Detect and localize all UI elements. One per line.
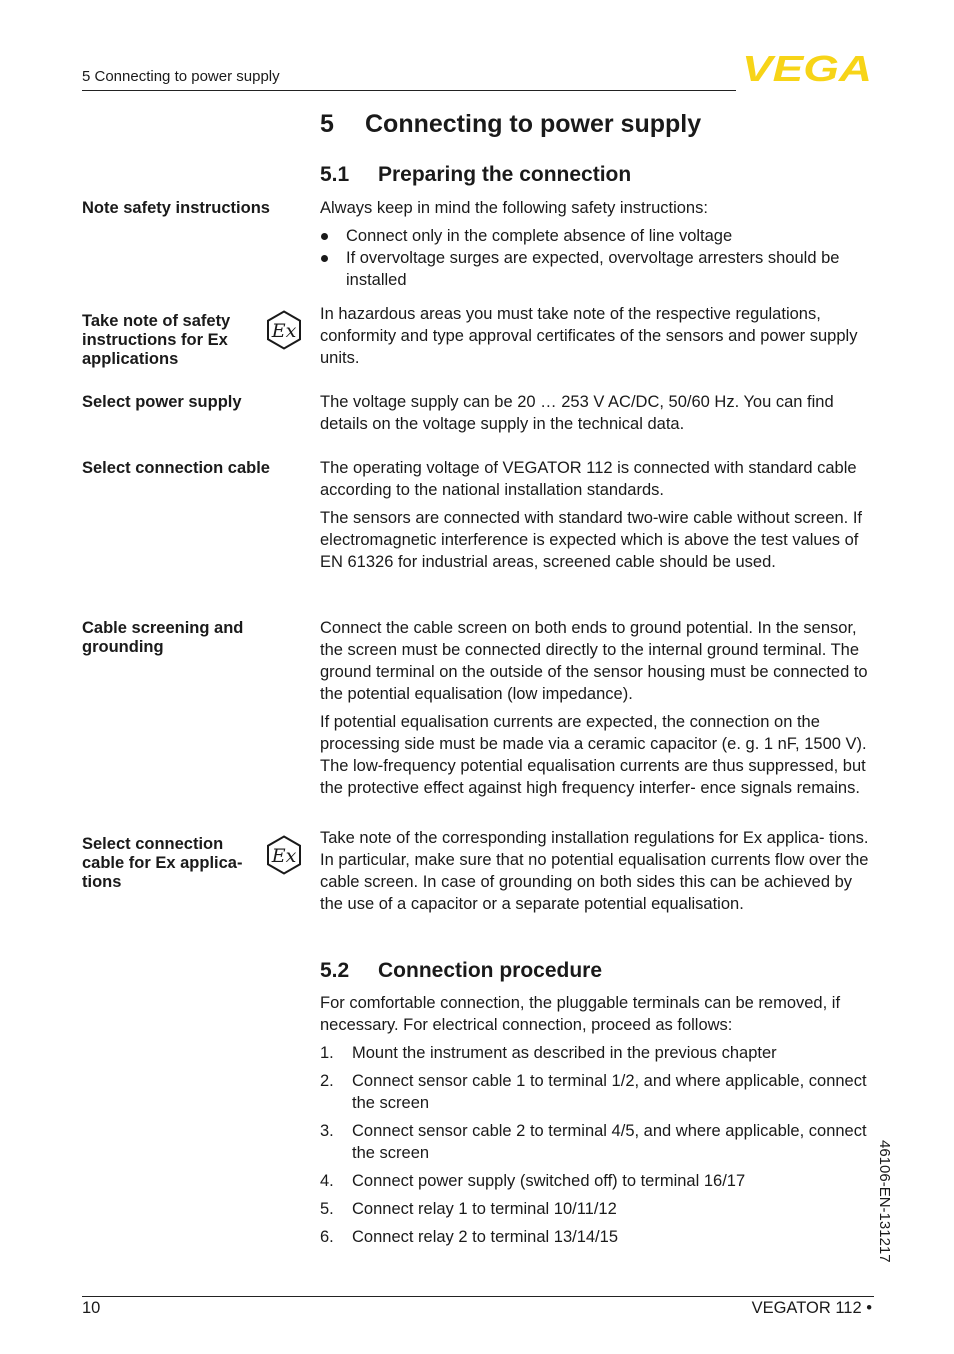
svg-text:VEGA: VEGA: [742, 52, 872, 84]
bullet-item: Connect only in the complete absence of line voltage: [320, 225, 876, 247]
ex-cable-text: Take note of the corresponding installation regulations for Ex applica- tions. In particular, make sure that no potential equalisation currents flow over the cable screen. In case of grounding on both sides this can be achieved by the use of a capacitor or a separate potential equalisation.: [320, 829, 869, 913]
bullet-item: If overvoltage surges are expected, overvoltage arresters should be installed: [320, 247, 876, 291]
margin-note-safety: Note safety instructions: [82, 199, 270, 217]
ex-icon: [264, 310, 304, 350]
safety-intro: Always keep in mind the following safety instructions:: [320, 199, 708, 217]
footer-divider: [82, 1296, 874, 1297]
power-supply-text: The voltage supply can be 20 … 253 V AC/DC, 50/60 Hz. You can find details on the voltage supply in the technical data.: [320, 393, 834, 433]
header-divider: [82, 90, 736, 91]
bullet-icon: [321, 255, 328, 262]
safety-instructions-block: [320, 197, 876, 291]
section-5-1-heading: 5.1 Preparing the connection: [320, 163, 632, 186]
screening-text-1: Connect the cable screen on both ends to ground potential. In the sensor, the screen must be connected directly to the internal ground terminal. The ground terminal on the outside of the sensor housing must be connected to the potential equalisation (low impedance).: [320, 619, 868, 703]
margin-note-ex-cable: Select connection cable for Ex applica- tions: [82, 835, 243, 891]
procedure-intro: For comfortable connection, the pluggable terminals can be removed, if necessary. For electrical connection, proceed as follows:: [320, 994, 841, 1034]
chapter-title: 5 Connecting to power supply: [320, 110, 702, 138]
svg-text:Ex: Ex: [271, 845, 297, 867]
screening-text-2: If potential equalisation currents are expected, the connection on the processing side must be made via a ceramic capacitor (e. g. 1 nF, 1500 V). The low-frequency potential equalisation currents are thus suppressed, but the protective effect against high frequency interfer- ence signals remains.: [320, 713, 867, 797]
margin-note-ex-safety: Take note of safety instructions for Ex applications: [82, 312, 231, 368]
document-number: 46106-EN-131217: [876, 1140, 893, 1263]
list-item: 2. Connect sensor cable 1 to terminal 1/2, and where applicable, connect the screen: [320, 1072, 867, 1112]
svg-text:Ex: Ex: [271, 320, 297, 342]
product-name: VEGATOR 112 •: [751, 1299, 872, 1317]
connection-cable-text-2: The sensors are connected with standard two-wire cable without screen. If electromagnetic interference is expected which is above the test values of EN 61326 for industrial areas, screened cable should be used.: [320, 509, 863, 571]
connection-cable-block: [320, 457, 876, 573]
screening-block: [320, 617, 876, 799]
list-item: 6. Connect relay 2 to terminal 13/14/15: [320, 1228, 618, 1246]
running-header: 5 Connecting to power supply: [82, 68, 280, 85]
connection-procedure-block: [320, 992, 876, 1248]
list-item: 4. Connect power supply (switched off) to terminal 16/17: [320, 1172, 746, 1190]
list-item: 3. Connect sensor cable 2 to terminal 4/5, and where applicable, connect the screen: [320, 1122, 867, 1162]
vega-logo: [742, 52, 872, 84]
margin-note-power-supply: Select power supply: [82, 393, 242, 411]
bullet-icon: [321, 233, 328, 240]
page-number: 10: [82, 1299, 101, 1317]
list-item: 5. Connect relay 1 to terminal 10/11/12: [320, 1200, 617, 1218]
margin-note-screening: Cable screening and grounding: [82, 619, 244, 656]
margin-note-connection-cable: Select connection cable: [82, 459, 270, 477]
connection-cable-text-1: The operating voltage of VEGATOR 112 is connected with standard cable according to the national installation standards.: [320, 459, 857, 499]
list-item: 1. Mount the instrument as described in the previous chapter: [320, 1044, 777, 1062]
section-5-2-heading: 5.2 Connection procedure: [320, 959, 603, 982]
ex-icon: [264, 835, 304, 875]
ex-safety-text: In hazardous areas you must take note of the respective regulations, conformity and type approval certificates of the sensors and power supply units.: [320, 305, 858, 367]
